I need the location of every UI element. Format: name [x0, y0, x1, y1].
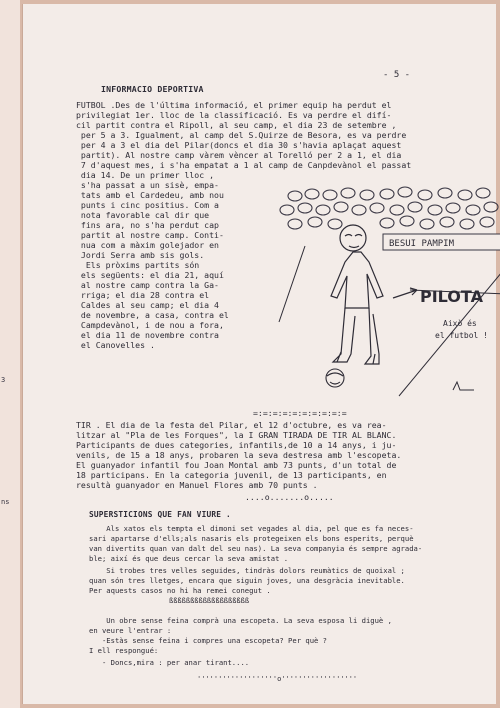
- footer-separator: '''''''''''''''''''o'''''''''''''''''': [197, 675, 358, 683]
- football-illustration: [275, 186, 500, 408]
- text-line: van divertits quan van dalt del seu nas). La seva companyia és sempre agrada-: [89, 544, 423, 553]
- text-line: 7 d'aquest mes, i s'ha empatat a 1 al camp de Canpdevànol el passat: [76, 160, 412, 170]
- text-line: dia 14. De un primer lloc ,: [76, 170, 215, 180]
- text-line: partit). Al nostre camp vàrem vèncer al Torelló per 2 a 1, el dia: [76, 150, 402, 160]
- text-line: Jordi Serra amb sis gols.: [76, 250, 205, 260]
- ball-icon: [326, 369, 344, 387]
- text-line: nua com a màxim golejador en: [76, 240, 219, 250]
- pitch-line: [279, 246, 305, 322]
- caption-line: Això és: [443, 319, 477, 328]
- text-line: TIR . El dia de la festa del Pilar, el 12 d'octubre, es va rea-: [76, 420, 387, 430]
- text-line: punts i cinc positius. Com a: [76, 200, 219, 210]
- text-line: quan són tres lletges, encara que siguin joves, una desgràcia inevitable.: [89, 576, 405, 585]
- text-line: Caldes al seu camp; el dia 4: [76, 300, 219, 310]
- margin-mark: ns: [1, 498, 10, 506]
- text-line: ble; així és que deus cercar la seva amistat .: [89, 554, 289, 563]
- text-line: privilegiat 1er. lloc de la classificació. Es va perdre el difí-: [76, 110, 392, 120]
- text-line: Un obre sense feina comprà una escopeta. La seva esposa li diguè ,: [89, 616, 392, 625]
- text-line: 18 participans. En la categoria juvenil, de 13 participants, en: [76, 470, 387, 480]
- text-line: al nostre camp contra la Ga-: [76, 280, 219, 290]
- separator: ßßßßßßßßßßßßßßßßßßß: [169, 597, 250, 605]
- text-line: Als xatos els tempta el dimoni set vegades al dia, pel que es fa neces-: [89, 524, 414, 533]
- text-line: per 4 a 3 el dia del Pilar(doncs el dia 30 s'havia aplaçat aquest: [76, 140, 402, 150]
- player-figure: [331, 225, 383, 364]
- section-title-informacio: INFORMACIO DEPORTIVA: [101, 84, 204, 94]
- text-line: el dia 11 de novembre contra: [76, 330, 219, 340]
- text-line: en veure l'entrar :: [89, 626, 172, 635]
- text-line: Participants de dues categories, infantils,de 10 a 14 anys, i ju-: [76, 440, 397, 450]
- caption-line: el futbol !: [435, 331, 488, 340]
- text-line: El guanyador infantil fou Joan Montal amb 73 punts, d'un total de: [76, 460, 397, 470]
- text-line: partit al nostre camp. Conti-: [76, 230, 224, 240]
- text-line: per 5 a 3. Igualment, al camp del S.Quirze de Besora, es va perdre: [76, 130, 407, 140]
- document-page: [22, 4, 496, 704]
- text-line: -Estàs sense feina i compres una escopeta? Per què ?: [89, 636, 327, 645]
- text-line: Si trobes tres velles seguides, tindràs dolors reumàtics de quoixal ;: [89, 566, 405, 575]
- text-line: Els pròxims partits són: [76, 260, 200, 270]
- section-title-supersticions: SUPERSTICIONS QUE FAN VIURE .: [89, 510, 231, 519]
- crowd-heads: [280, 187, 498, 229]
- text-line: FUTBOL .Des de l'última informació, el primer equip ha perdut el: [76, 100, 392, 110]
- text-line: Campdevànol, i de nou a fora,: [76, 320, 224, 330]
- text-line: litzar al "Pla de les Forques", la I GRAN TIRADA DE TIR AL BLANC.: [76, 430, 397, 440]
- text-line: nota favorable cal dir que: [76, 210, 210, 220]
- separator: =:=:=:=:=:=:=:=:=:=: [253, 408, 347, 418]
- text-line: els següents: el dia 21, aquí: [76, 270, 224, 280]
- pilota-label: PILOTA: [420, 287, 483, 306]
- banner-text: BESUI PAMPIM: [389, 239, 455, 249]
- margin-mark: 3: [1, 376, 6, 384]
- text-line: Per aquests casos no hi ha remei conegut .: [89, 586, 271, 595]
- text-line: cil partit contra el Ripoll, al seu camp, el dia 23 de setembre ,: [76, 120, 397, 130]
- text-line: fins ara, no s'ha perdut cap: [76, 220, 219, 230]
- text-line: venils, de 15 a 18 anys, probaren la seva destresa amb l'escopeta.: [76, 450, 402, 460]
- text-line: rriga; el dia 28 contra el: [76, 290, 210, 300]
- text-line: de novembre, a casa, contra el: [76, 310, 229, 320]
- text-line: s'ha passat a un sisè, empa-: [76, 180, 219, 190]
- artist-signature: [453, 382, 474, 390]
- text-line: I ell respongué:: [89, 646, 159, 655]
- separator: ....o.......o.....: [245, 492, 334, 502]
- text-line: - Doncs,mira : per anar tirant....: [89, 658, 250, 667]
- left-page-strip: [0, 0, 20, 708]
- text-line: resultà guanyador en Manuel Flores amb 70 punts .: [76, 480, 318, 490]
- text-line: sari apartarse d'ells;als nasaris els protegeixen els bons esperits, perquè: [89, 534, 414, 543]
- text-line: tats amb el Cardedeu, amb nou: [76, 190, 224, 200]
- text-line: el Canovelles .: [76, 340, 155, 350]
- page-number: - 5 -: [383, 70, 411, 80]
